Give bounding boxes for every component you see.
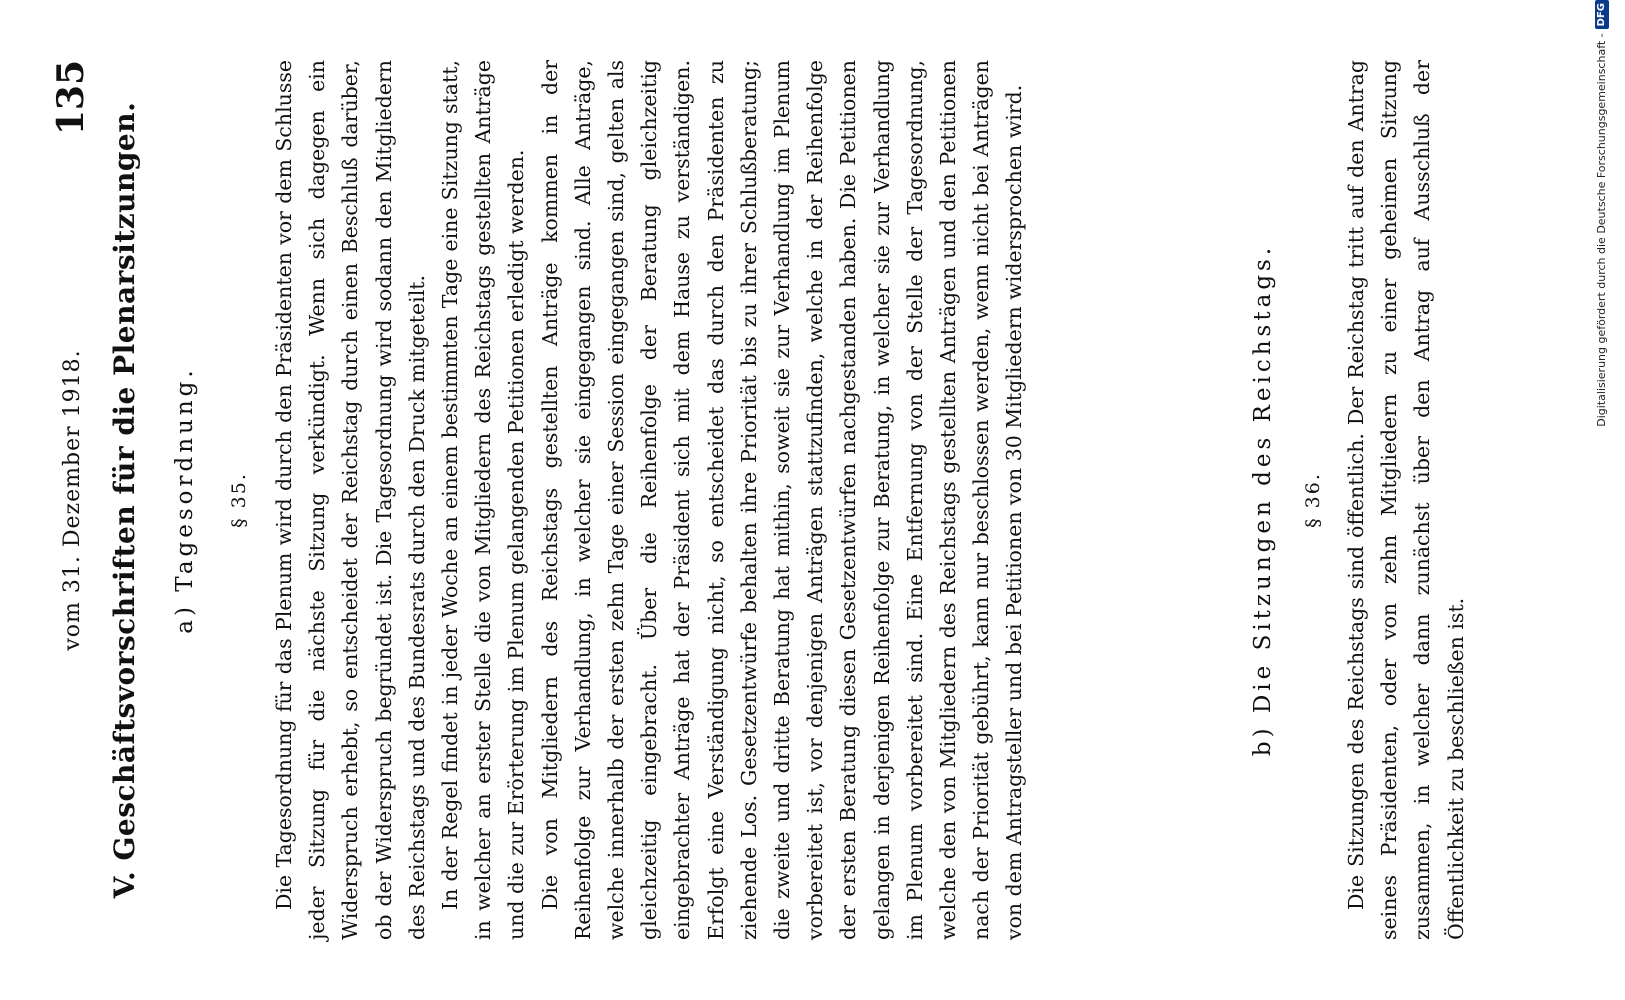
part-heading: V. Geschäftsvorschriften für die Plenarsitzungen.: [108, 101, 141, 899]
digitization-credit: [1593, 0, 1619, 1000]
paragraph-35-1: Die Tagesordnung für das Plenum wird durch den Präsidenten vor dem Schlusse jeder Sitzung für die nächste Sitzung verkündigt. Wenn sich dagegen ein Widerspruch erhebt, so entscheidet der Reichstag durch einen Beschluß darüber, ob der Widerspruch begründet ist. Die Tagesordnung wird sodann den Mitgliedern des Reichstags und des Bundesrats durch den Druck mitgeteilt.: [272, 60, 429, 940]
page-number: 135: [50, 60, 92, 136]
section-b-body: [1340, 60, 1473, 940]
section-a-heading: a) Tagesordnung.: [172, 366, 198, 634]
section-a-body: [268, 60, 1032, 940]
paragraph-35-3: Die von Mitgliedern des Reichstags gestellten Anträge kommen in der Reihenfolge zur Verhandlung, in welcher sie eingegangen sind. Alle Anträge, welche innerhalb der ersten zehn Tage einer Session eingegangen sind, gelten als gleichzeitig eingebracht. Über die Reihenfolge der Beratung gleichzeitig eingebrachter Anträge hat der Präsident sich mit dem Hause zu verständigen. Erfolgt eine Verständigung nicht, so entscheidet das durch den Präsidenten zu ziehende Los. Gesetzentwürfe behalten ihre Priorität bis zu ihrer Schlußberatung; die zweite und dritte Beratung hat mithin, soweit sie zur Verhandlung im Plenum vorbereitet ist, vor denjenigen Anträgen stattzufinden, welche in der Reihenfolge der ersten Beratung diesen Gesetzentwürfen nachgestanden haben. Die Petitionen gelangen in derjenigen Reihenfolge zur Beratung, in welcher sie zur Verhandlung im Plenum vorbereitet sind. Eine Entfernung von der Stelle der Tagesordnung, welche den von Mitgliedern des Reichstags gestellten Anträgen und den Petitionen nach der Priorität gebührt, kann nur beschlossen werden, wenn nicht bei Anträgen von dem Antragsteller und bei Petitionen von 30 Mitgliedern widersprochen wird.: [537, 60, 1027, 940]
running-head-date: vom 31. Dezember 1918.: [60, 349, 85, 651]
section-b-heading: b) Die Sitzungen des Reichstags.: [1250, 243, 1276, 757]
credit-text: Digitalisierung gefördert durch die Deutsche Forschungsgemeinschaft -: [1595, 33, 1608, 427]
paragraph-36-1: Die Sitzungen des Reichstags sind öffentlich. Der Reichstag tritt auf den Antrag seines Präsidenten, oder von zehn Mitgliedern zu einer geheimen Sitzung zusammen, in welcher dann zunächst über den Antrag auf Ausschluß der Öffentlichkeit zu beschließen ist.: [1344, 60, 1468, 940]
section-35-mark: § 35.: [228, 472, 250, 528]
running-head: [50, 60, 102, 940]
dfg-logo: DFG: [1595, 0, 1609, 29]
section-36-mark: § 36.: [1302, 472, 1324, 528]
paragraph-35-2: In der Regel findet in jeder Woche an einem bestimmten Tage eine Sitzung statt, in welcher an erster Stelle die von Mitgliedern des Reichstags gestellten Anträge und die zur Erörterung im Plenum gelangenden Petitionen erledigt werden.: [438, 60, 529, 940]
